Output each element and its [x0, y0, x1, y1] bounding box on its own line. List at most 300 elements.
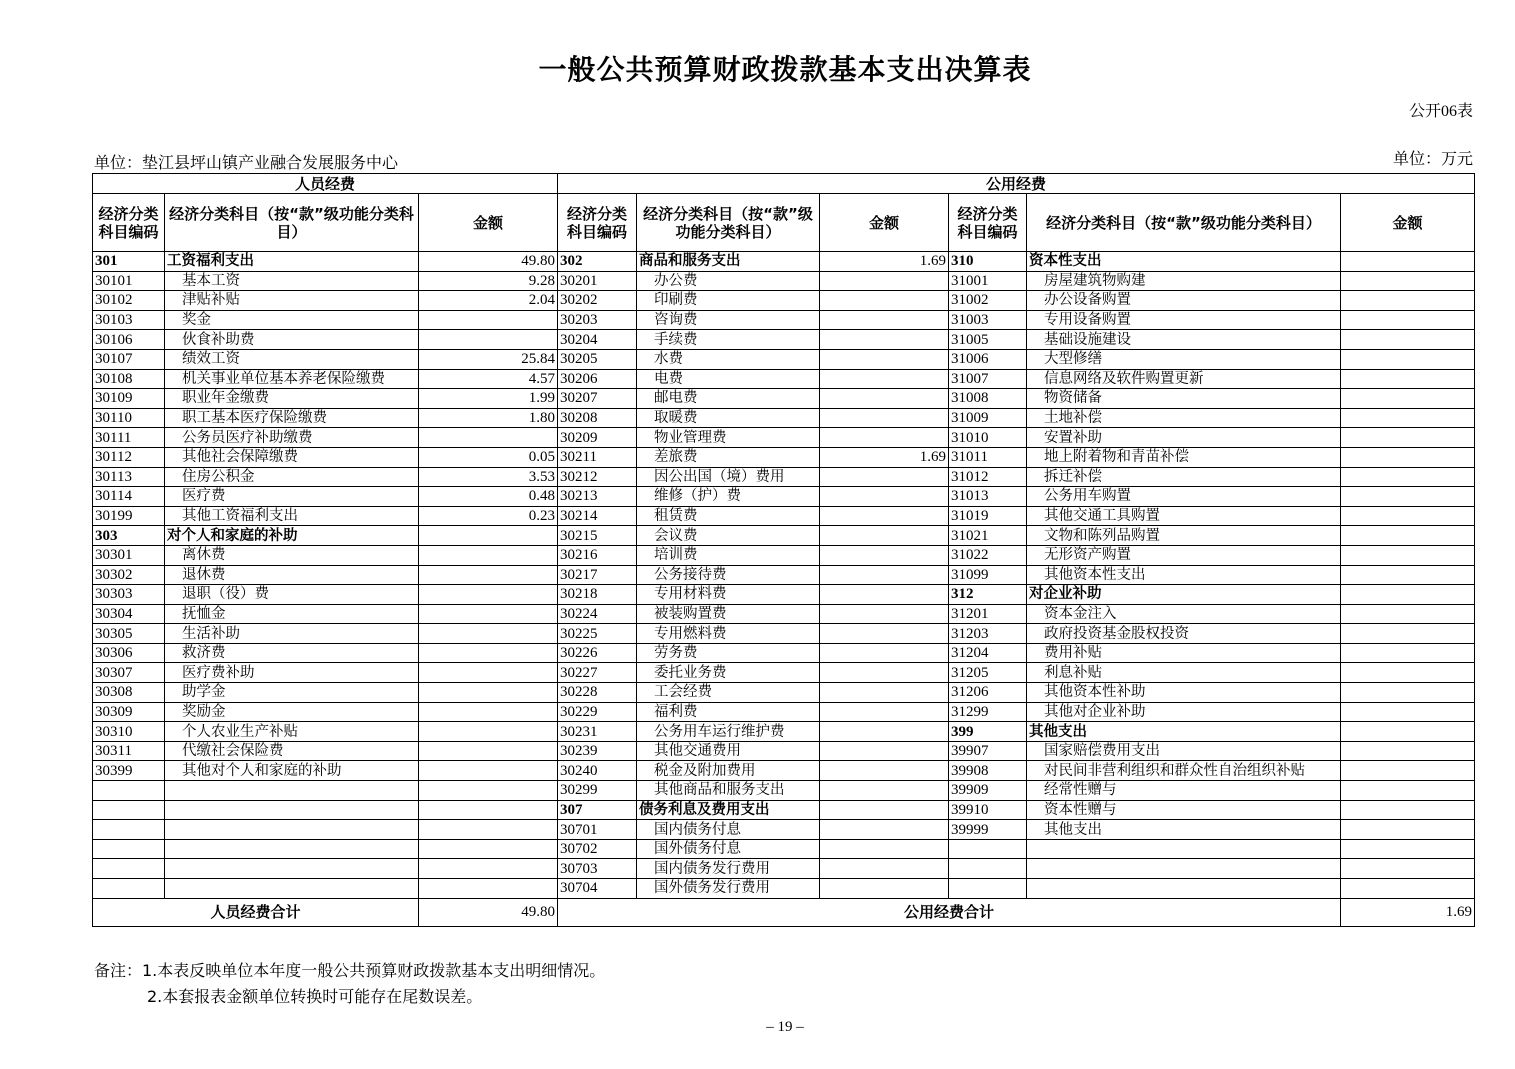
table-row	[93, 526, 1475, 546]
public-b-amount-cell	[1341, 702, 1475, 722]
public-a-amount-cell	[820, 467, 949, 487]
personnel-amount-cell	[419, 741, 558, 761]
personnel-amount-cell	[419, 643, 558, 663]
table-row	[93, 252, 1475, 272]
table-row	[93, 722, 1475, 742]
personnel-code-cell: 30102	[93, 291, 165, 311]
public-b-name-cell: 对企业补助	[1027, 585, 1341, 605]
public-a-name-cell: 办公费	[637, 271, 820, 291]
public-a-amount-cell	[820, 702, 949, 722]
unit-name: 单位：垫江县坪山镇产业融合发展服务中心	[94, 153, 399, 172]
public-a-code-cell: 30209	[558, 428, 637, 448]
public-b-amount-cell	[1341, 545, 1475, 565]
table-row	[93, 291, 1475, 311]
personnel-amount-cell	[419, 820, 558, 840]
public-a-name-cell: 福利费	[637, 702, 820, 722]
public-a-amount-cell	[820, 487, 949, 507]
table-row	[93, 408, 1475, 428]
header-amount: 金额	[1341, 194, 1475, 252]
public-b-name-cell	[1027, 879, 1341, 899]
public-b-code-cell: 31019	[949, 506, 1027, 526]
public-a-code-cell: 30208	[558, 408, 637, 428]
totals-row	[93, 898, 1475, 926]
public-a-code-cell: 30214	[558, 506, 637, 526]
personnel-amount-cell: 3.53	[419, 467, 558, 487]
public-b-code-cell: 31201	[949, 604, 1027, 624]
public-a-amount-cell	[820, 820, 949, 840]
personnel-name-cell: 退职（役）费	[165, 585, 419, 605]
public-b-amount-cell	[1341, 624, 1475, 644]
personnel-code-cell: 30110	[93, 408, 165, 428]
public-a-code-cell: 307	[558, 800, 637, 820]
public-a-name-cell: 国外债务付息	[637, 839, 820, 859]
public-b-code-cell: 31206	[949, 683, 1027, 703]
table-row	[93, 369, 1475, 389]
personnel-name-cell: 代缴社会保险费	[165, 741, 419, 761]
personnel-code-cell	[93, 800, 165, 820]
personnel-name-cell	[165, 859, 419, 879]
public-total-label: 公用经费合计	[558, 898, 1341, 926]
personnel-amount-cell	[419, 624, 558, 644]
public-b-name-cell: 其他对企业补助	[1027, 702, 1341, 722]
public-a-amount-cell	[820, 526, 949, 546]
public-a-code-cell: 30228	[558, 683, 637, 703]
public-a-amount-cell	[820, 428, 949, 448]
public-b-amount-cell	[1341, 447, 1475, 467]
public-a-code-cell: 302	[558, 252, 637, 272]
public-b-amount-cell	[1341, 585, 1475, 605]
personnel-name-cell: 其他对个人和家庭的补助	[165, 761, 419, 781]
personnel-code-cell: 30109	[93, 389, 165, 409]
public-a-code-cell: 30204	[558, 330, 637, 350]
table-row	[93, 506, 1475, 526]
public-a-name-cell: 劳务费	[637, 643, 820, 663]
public-a-amount-cell	[820, 839, 949, 859]
personnel-code-cell: 30114	[93, 487, 165, 507]
table-row	[93, 330, 1475, 350]
public-a-amount-cell	[820, 663, 949, 683]
section-personnel: 人员经费	[93, 174, 558, 194]
personnel-name-cell: 抚恤金	[165, 604, 419, 624]
personnel-code-cell: 30311	[93, 741, 165, 761]
personnel-amount-cell	[419, 428, 558, 448]
header-name: 经济分类科目（按“款”级功能分类科目）	[165, 194, 419, 252]
table-row	[93, 839, 1475, 859]
personnel-code-cell: 30112	[93, 447, 165, 467]
personnel-amount-cell	[419, 330, 558, 350]
public-a-name-cell: 债务利息及费用支出	[637, 800, 820, 820]
public-b-code-cell: 31299	[949, 702, 1027, 722]
public-a-amount-cell	[820, 545, 949, 565]
public-a-name-cell: 工会经费	[637, 683, 820, 703]
personnel-amount-cell: 1.80	[419, 408, 558, 428]
public-b-name-cell: 其他交通工具购置	[1027, 506, 1341, 526]
public-a-name-cell: 手续费	[637, 330, 820, 350]
personnel-name-cell: 对个人和家庭的补助	[165, 526, 419, 546]
public-a-amount-cell	[820, 879, 949, 899]
public-b-name-cell: 其他资本性支出	[1027, 565, 1341, 585]
table-row	[93, 781, 1475, 801]
public-a-code-cell: 30206	[558, 369, 637, 389]
public-b-code-cell: 31021	[949, 526, 1027, 546]
public-a-amount-cell	[820, 389, 949, 409]
personnel-code-cell: 30199	[93, 506, 165, 526]
public-b-code-cell: 39999	[949, 820, 1027, 840]
public-a-name-cell: 公务用车运行维护费	[637, 722, 820, 742]
public-a-code-cell: 30704	[558, 879, 637, 899]
public-b-amount-cell	[1341, 722, 1475, 742]
public-b-name-cell: 安置补助	[1027, 428, 1341, 448]
personnel-name-cell: 基本工资	[165, 271, 419, 291]
personnel-name-cell	[165, 839, 419, 859]
public-b-amount-cell	[1341, 291, 1475, 311]
public-a-name-cell: 咨询费	[637, 310, 820, 330]
personnel-amount-cell	[419, 702, 558, 722]
personnel-amount-cell	[419, 663, 558, 683]
personnel-name-cell: 公务员医疗补助缴费	[165, 428, 419, 448]
table-row	[93, 271, 1475, 291]
personnel-name-cell: 生活补助	[165, 624, 419, 644]
table-row	[93, 643, 1475, 663]
public-b-name-cell: 房屋建筑物购建	[1027, 271, 1341, 291]
personnel-name-cell	[165, 879, 419, 899]
public-a-name-cell: 电费	[637, 369, 820, 389]
personnel-code-cell: 30309	[93, 702, 165, 722]
public-b-code-cell: 39910	[949, 800, 1027, 820]
public-b-code-cell: 31012	[949, 467, 1027, 487]
public-b-amount-cell	[1341, 349, 1475, 369]
expenditure-table	[92, 173, 1475, 927]
personnel-amount-cell	[419, 526, 558, 546]
public-b-name-cell	[1027, 839, 1341, 859]
public-a-amount-cell	[820, 585, 949, 605]
public-b-amount-cell	[1341, 604, 1475, 624]
personnel-code-cell: 30106	[93, 330, 165, 350]
personnel-name-cell: 职工基本医疗保险缴费	[165, 408, 419, 428]
personnel-name-cell: 救济费	[165, 643, 419, 663]
public-b-name-cell: 大型修缮	[1027, 349, 1341, 369]
public-b-amount-cell	[1341, 330, 1475, 350]
table-row	[93, 741, 1475, 761]
personnel-code-cell: 30301	[93, 545, 165, 565]
personnel-name-cell: 伙食补助费	[165, 330, 419, 350]
public-a-code-cell: 30201	[558, 271, 637, 291]
public-a-code-cell: 30702	[558, 839, 637, 859]
personnel-amount-cell: 0.23	[419, 506, 558, 526]
note-1: 备注：1.本表反映单位本年度一般公共预算财政拨款基本支出明细情况。	[94, 961, 606, 980]
public-b-amount-cell	[1341, 506, 1475, 526]
public-a-amount-cell	[820, 683, 949, 703]
personnel-name-cell: 职业年金缴费	[165, 389, 419, 409]
personnel-code-cell: 30399	[93, 761, 165, 781]
public-b-code-cell	[949, 839, 1027, 859]
money-unit: 单位：万元	[1392, 149, 1473, 168]
public-b-amount-cell	[1341, 859, 1475, 879]
personnel-amount-cell: 49.80	[419, 252, 558, 272]
personnel-name-cell: 医疗费	[165, 487, 419, 507]
public-b-code-cell: 31007	[949, 369, 1027, 389]
public-a-code-cell: 30205	[558, 349, 637, 369]
public-a-name-cell: 被装购置费	[637, 604, 820, 624]
personnel-code-cell: 30111	[93, 428, 165, 448]
public-a-amount-cell	[820, 369, 949, 389]
public-a-code-cell: 30217	[558, 565, 637, 585]
public-a-amount-cell	[820, 741, 949, 761]
personnel-name-cell: 绩效工资	[165, 349, 419, 369]
public-b-name-cell: 地上附着物和青苗补偿	[1027, 447, 1341, 467]
public-b-name-cell: 公务用车购置	[1027, 487, 1341, 507]
personnel-amount-cell	[419, 585, 558, 605]
personnel-code-cell: 30303	[93, 585, 165, 605]
public-a-code-cell: 30299	[558, 781, 637, 801]
public-a-code-cell: 30701	[558, 820, 637, 840]
public-b-amount-cell	[1341, 369, 1475, 389]
personnel-name-cell: 奖励金	[165, 702, 419, 722]
personnel-code-cell: 30107	[93, 349, 165, 369]
public-b-name-cell: 办公设备购置	[1027, 291, 1341, 311]
personnel-code-cell: 30101	[93, 271, 165, 291]
personnel-name-cell: 离休费	[165, 545, 419, 565]
table-row	[93, 447, 1475, 467]
public-b-name-cell: 经常性赠与	[1027, 781, 1341, 801]
public-b-amount-cell	[1341, 761, 1475, 781]
public-b-name-cell: 拆迁补偿	[1027, 467, 1341, 487]
personnel-name-cell: 奖金	[165, 310, 419, 330]
public-a-name-cell: 国内债务发行费用	[637, 859, 820, 879]
personnel-amount-cell: 0.05	[419, 447, 558, 467]
personnel-amount-cell: 4.57	[419, 369, 558, 389]
public-a-code-cell: 30203	[558, 310, 637, 330]
public-a-name-cell: 印刷费	[637, 291, 820, 311]
public-a-name-cell: 税金及附加费用	[637, 761, 820, 781]
public-a-code-cell: 30224	[558, 604, 637, 624]
public-a-code-cell: 30703	[558, 859, 637, 879]
personnel-amount-cell	[419, 800, 558, 820]
public-a-amount-cell	[820, 781, 949, 801]
public-b-code-cell: 31005	[949, 330, 1027, 350]
public-b-name-cell: 专用设备购置	[1027, 310, 1341, 330]
personnel-amount-cell	[419, 683, 558, 703]
public-b-amount-cell	[1341, 781, 1475, 801]
public-b-name-cell: 其他支出	[1027, 820, 1341, 840]
public-a-code-cell: 30225	[558, 624, 637, 644]
public-b-code-cell: 31205	[949, 663, 1027, 683]
personnel-code-cell: 30310	[93, 722, 165, 742]
table-row	[93, 428, 1475, 448]
table-row	[93, 604, 1475, 624]
personnel-name-cell: 津贴补贴	[165, 291, 419, 311]
public-b-code-cell: 31009	[949, 408, 1027, 428]
public-b-code-cell: 31099	[949, 565, 1027, 585]
public-a-name-cell: 培训费	[637, 545, 820, 565]
public-a-code-cell: 30239	[558, 741, 637, 761]
personnel-name-cell: 医疗费补助	[165, 663, 419, 683]
personnel-code-cell	[93, 820, 165, 840]
personnel-name-cell: 机关事业单位基本养老保险缴费	[165, 369, 419, 389]
public-b-code-cell	[949, 879, 1027, 899]
personnel-name-cell: 其他工资福利支出	[165, 506, 419, 526]
personnel-name-cell: 个人农业生产补贴	[165, 722, 419, 742]
public-b-amount-cell	[1341, 643, 1475, 663]
public-a-code-cell: 30218	[558, 585, 637, 605]
personnel-code-cell: 30307	[93, 663, 165, 683]
personnel-name-cell: 助学金	[165, 683, 419, 703]
header-code: 经济分类科目编码	[93, 194, 165, 252]
public-b-name-cell: 资本性支出	[1027, 252, 1341, 272]
public-b-amount-cell	[1341, 428, 1475, 448]
public-b-name-cell: 利息补贴	[1027, 663, 1341, 683]
personnel-code-cell: 301	[93, 252, 165, 272]
public-a-code-cell: 30226	[558, 643, 637, 663]
public-a-name-cell: 维修（护）费	[637, 487, 820, 507]
personnel-amount-cell: 1.99	[419, 389, 558, 409]
public-b-amount-cell	[1341, 741, 1475, 761]
public-b-amount-cell	[1341, 271, 1475, 291]
public-a-code-cell: 30229	[558, 702, 637, 722]
public-a-name-cell: 国外债务发行费用	[637, 879, 820, 899]
public-a-code-cell: 30211	[558, 447, 637, 467]
public-b-amount-cell	[1341, 310, 1475, 330]
public-a-code-cell: 30227	[558, 663, 637, 683]
public-b-code-cell: 399	[949, 722, 1027, 742]
public-b-amount-cell	[1341, 839, 1475, 859]
personnel-amount-cell	[419, 781, 558, 801]
public-a-code-cell: 30215	[558, 526, 637, 546]
personnel-name-cell	[165, 781, 419, 801]
public-a-amount-cell	[820, 330, 949, 350]
personnel-code-cell	[93, 859, 165, 879]
public-b-code-cell: 312	[949, 585, 1027, 605]
public-a-name-cell: 国内债务付息	[637, 820, 820, 840]
public-a-name-cell: 专用燃料费	[637, 624, 820, 644]
public-a-amount-cell	[820, 643, 949, 663]
public-b-name-cell	[1027, 859, 1341, 879]
table-row	[93, 761, 1475, 781]
table-row	[93, 879, 1475, 899]
public-a-name-cell: 会议费	[637, 526, 820, 546]
public-a-amount-cell	[820, 310, 949, 330]
public-b-amount-cell	[1341, 683, 1475, 703]
public-b-code-cell: 39908	[949, 761, 1027, 781]
public-a-name-cell: 公务接待费	[637, 565, 820, 585]
public-b-code-cell: 31003	[949, 310, 1027, 330]
public-b-name-cell: 对民间非营利组织和群众性自治组织补贴	[1027, 761, 1341, 781]
public-a-code-cell: 30207	[558, 389, 637, 409]
personnel-code-cell: 30304	[93, 604, 165, 624]
public-a-amount-cell	[820, 565, 949, 585]
public-b-name-cell: 国家赔偿费用支出	[1027, 741, 1341, 761]
public-a-amount-cell: 1.69	[820, 252, 949, 272]
personnel-amount-cell	[419, 839, 558, 859]
header-code: 经济分类科目编码	[558, 194, 637, 252]
personnel-amount-cell	[419, 859, 558, 879]
section-public: 公用经费	[558, 174, 1475, 194]
public-b-code-cell: 31010	[949, 428, 1027, 448]
public-a-amount-cell	[820, 408, 949, 428]
public-a-amount-cell	[820, 800, 949, 820]
public-a-amount-cell	[820, 761, 949, 781]
note-2: 2.本套报表金额单位转换时可能存在尾数误差。	[147, 987, 483, 1006]
public-b-name-cell: 基础设施建设	[1027, 330, 1341, 350]
table-row	[93, 487, 1475, 507]
public-b-amount-cell	[1341, 389, 1475, 409]
public-b-amount-cell	[1341, 526, 1475, 546]
personnel-amount-cell: 25.84	[419, 349, 558, 369]
public-b-amount-cell	[1341, 408, 1475, 428]
personnel-amount-cell	[419, 761, 558, 781]
personnel-code-cell: 303	[93, 526, 165, 546]
public-b-amount-cell	[1341, 879, 1475, 899]
public-b-code-cell: 31002	[949, 291, 1027, 311]
personnel-code-cell	[93, 839, 165, 859]
personnel-total-amount: 49.80	[419, 898, 558, 926]
table-row	[93, 800, 1475, 820]
personnel-code-cell	[93, 879, 165, 899]
public-b-name-cell: 文物和陈列品购置	[1027, 526, 1341, 546]
public-b-name-cell: 资本金注入	[1027, 604, 1341, 624]
public-a-name-cell: 因公出国（境）费用	[637, 467, 820, 487]
personnel-code-cell: 30306	[93, 643, 165, 663]
table-row	[93, 683, 1475, 703]
table-row	[93, 545, 1475, 565]
public-b-code-cell: 31006	[949, 349, 1027, 369]
personnel-name-cell: 退休费	[165, 565, 419, 585]
public-b-code-cell: 31011	[949, 447, 1027, 467]
table-row	[93, 702, 1475, 722]
header-name: 经济分类科目（按“款”级功能分类科目）	[637, 194, 820, 252]
header-amount: 金额	[820, 194, 949, 252]
public-a-name-cell: 专用材料费	[637, 585, 820, 605]
header-code: 经济分类科目编码	[949, 194, 1027, 252]
personnel-amount-cell	[419, 545, 558, 565]
personnel-name-cell	[165, 800, 419, 820]
public-a-amount-cell	[820, 291, 949, 311]
public-b-code-cell: 31204	[949, 643, 1027, 663]
table-row	[93, 585, 1475, 605]
public-a-amount-cell	[820, 722, 949, 742]
public-a-name-cell: 其他交通费用	[637, 741, 820, 761]
personnel-amount-cell: 9.28	[419, 271, 558, 291]
public-b-name-cell: 物资储备	[1027, 389, 1341, 409]
public-b-amount-cell	[1341, 820, 1475, 840]
public-b-amount-cell	[1341, 663, 1475, 683]
public-a-code-cell: 30202	[558, 291, 637, 311]
public-a-name-cell: 租赁费	[637, 506, 820, 526]
personnel-name-cell: 其他社会保障缴费	[165, 447, 419, 467]
personnel-amount-cell	[419, 565, 558, 585]
public-b-name-cell: 政府投资基金股权投资	[1027, 624, 1341, 644]
public-a-name-cell: 取暖费	[637, 408, 820, 428]
table-row	[93, 624, 1475, 644]
personnel-code-cell	[93, 781, 165, 801]
personnel-amount-cell	[419, 879, 558, 899]
public-b-amount-cell	[1341, 467, 1475, 487]
personnel-code-cell: 30113	[93, 467, 165, 487]
public-a-amount-cell: 1.69	[820, 447, 949, 467]
personnel-name-cell: 工资福利支出	[165, 252, 419, 272]
table-row	[93, 310, 1475, 330]
public-b-name-cell: 信息网络及软件购置更新	[1027, 369, 1341, 389]
personnel-name-cell	[165, 820, 419, 840]
personnel-code-cell: 30302	[93, 565, 165, 585]
public-a-name-cell: 委托业务费	[637, 663, 820, 683]
public-a-amount-cell	[820, 349, 949, 369]
table-row	[93, 389, 1475, 409]
public-a-name-cell: 差旅费	[637, 447, 820, 467]
public-b-code-cell: 31022	[949, 545, 1027, 565]
table-row	[93, 349, 1475, 369]
public-b-code-cell: 310	[949, 252, 1027, 272]
